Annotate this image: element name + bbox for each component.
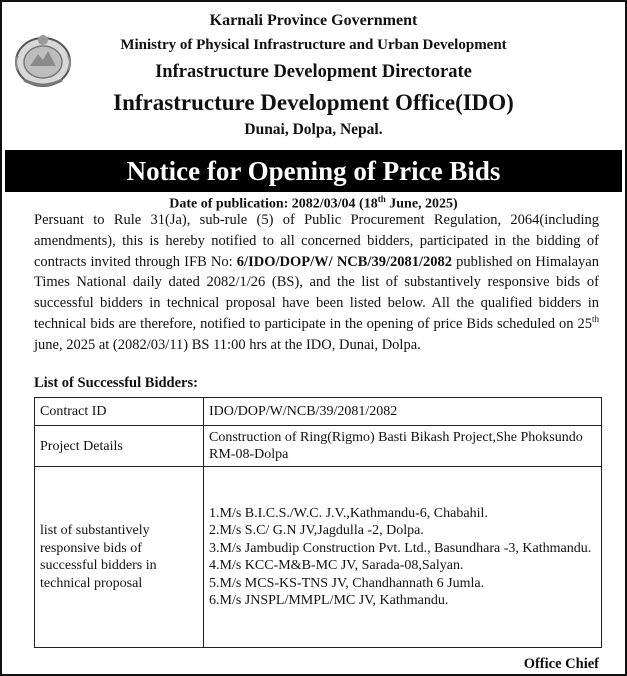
- table-row: [35, 398, 602, 426]
- office-name: Infrastructure Development Office(IDO): [113, 90, 514, 115]
- ifb-number: 6/IDO/DOP/W/ NCB/39/2081/2082: [236, 253, 453, 270]
- list-item: 1.M/s B.I.C.S./W.C. J.V.,Kathmandu-6, Chabahil.: [209, 505, 488, 521]
- project-label: Project Details: [35, 426, 204, 467]
- publication-date: Date of publication: 2082/03/04 (18th June, 2025): [169, 194, 458, 212]
- table-row: [35, 426, 602, 467]
- list-title: List of Successful Bidders:: [34, 375, 198, 391]
- contract-id-value: IDO/DOP/W/NCB/39/2081/2082: [204, 398, 602, 426]
- list-item: 2.M/s S.C/ G.N JV,Jagdulla -2, Dolpa.: [209, 523, 424, 538]
- bidder-list: [209, 505, 596, 610]
- signature: Office Chief: [523, 656, 599, 672]
- directorate-name: Infrastructure Development Directorate: [155, 62, 472, 82]
- list-item: 6.M/s JNSPL/MMPL/MC JV, Kathmandu.: [209, 593, 449, 608]
- list-item: 3.M/s Jambudip Construction Pvt. Ltd., Basundhara -3, Kathmandu.: [209, 540, 592, 556]
- notice-title: Notice for Opening of Price Bids: [5, 150, 622, 192]
- bidders-label: list of substantively responsive bids of successful bidders in technical proposal: [35, 467, 204, 648]
- list-item: 4.M/s KCC-M&B-MC JV, Sarada-08,Salyan.: [209, 558, 464, 573]
- bidders-cell: [204, 467, 602, 648]
- table-row: [35, 467, 602, 648]
- contract-id-label: Contract ID: [35, 398, 204, 426]
- list-item: 5.M/s MCS-KS-TNS JV, Chandhannath 6 Jumla.: [209, 575, 485, 591]
- office-address: Dunai, Dolpa, Nepal.: [244, 121, 383, 138]
- ministry-name: Ministry of Physical Infrastructure and Urban Development: [120, 37, 507, 53]
- province-name: Karnali Province Government: [209, 12, 418, 29]
- header: [2, 2, 625, 148]
- notice-body: Persuant to Rule 31(Ja), sub-rule (5) of Public Procurement Regulation, 2064(including amendments), this is hereby notified to all concerned bidders, participated in the bidding of contracts invited through IFB No: 6/IDO/DOP/W/ NCB/39/2081/2082 published on Himalayan Times National daily dated 2082/1/26 (BS), and the list of substantively responsive bids of successful bidders in technical proposal have been listed below. All the qualified bidders in technical bids are therefore, notified to participate in the opening of price Bids scheduled on 25th june, 2025 at (2082/03/11) BS 11:00 hrs at the IDO, Dunai, Dolpa.: [34, 212, 599, 353]
- project-value: Construction of Ring(Rigmo) Basti Bikash Project,She Phoksundo RM-08-Dolpa: [204, 426, 602, 467]
- bidders-table: [34, 397, 602, 648]
